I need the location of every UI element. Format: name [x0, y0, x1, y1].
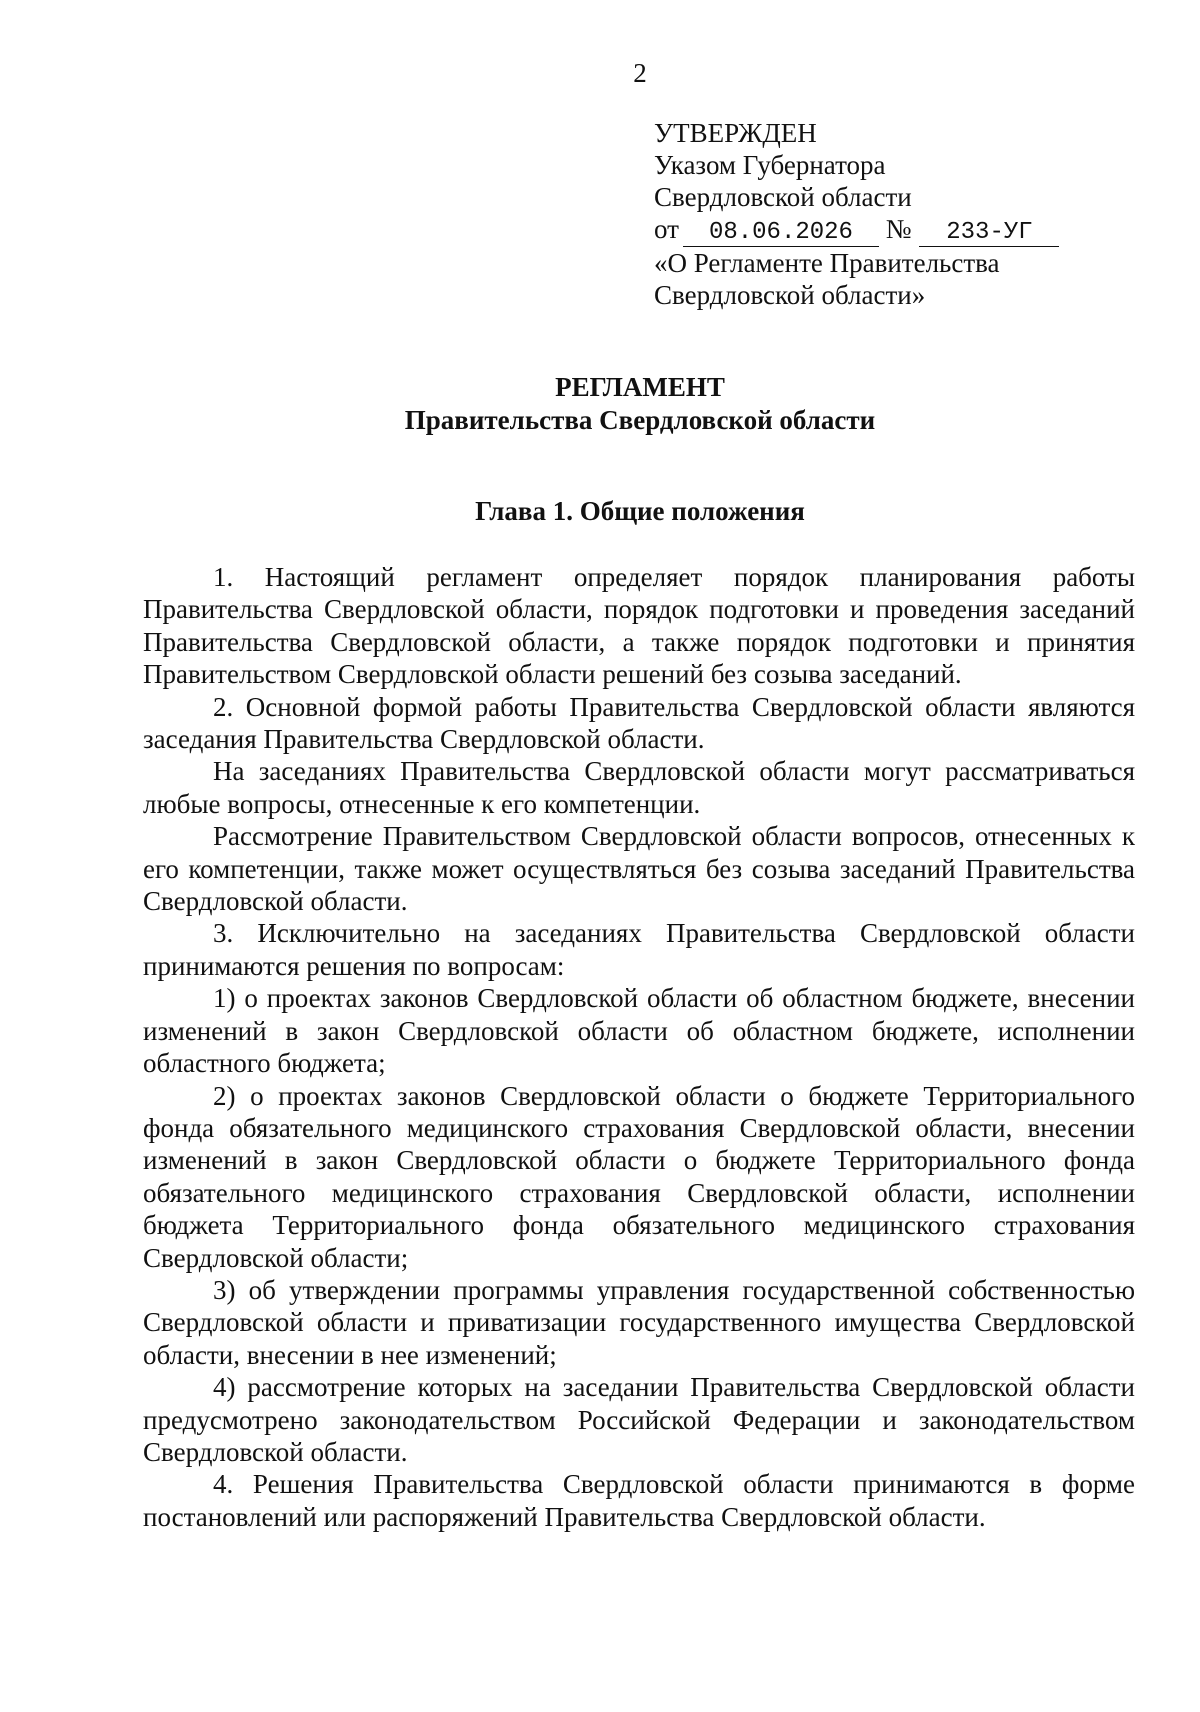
decree-number: 233-УГ — [919, 220, 1059, 247]
paragraph: 1. Настоящий регламент определяет порядок планирования работы Правительства Свердловской области, порядок подготовки и проведения заседаний Правительства Свердловской области, а также порядок подготовки и принятия Правительством Свердловской области решений без созыва заседаний. — [143, 562, 1135, 690]
chapter-heading: Глава 1. Общие положения — [475, 496, 805, 526]
decree-date: 08.06.2026 — [683, 220, 879, 247]
paragraph: 3. Исключительно на заседаниях Правительства Свердловской области принимаются решения по вопросам: — [143, 918, 1135, 981]
document-title-block — [0, 371, 1200, 437]
paragraph: 3) об утверждении программы управления государственной собственностью Свердловской области и приватизации государственного имущества Свердловской области, внесении в нее изменений; — [143, 1274, 1135, 1370]
approval-status: УТВЕРЖДЕН — [654, 118, 817, 148]
document-title: РЕГЛАМЕНТ — [555, 372, 725, 402]
paragraph: Рассмотрение Правительством Свердловской области вопросов, отнесенных к его компетенции, также может осуществляться без созыва заседаний Правительства Свердловской области. — [143, 821, 1135, 917]
approval-stamp — [654, 117, 1059, 311]
document-subtitle: Правительства Свердловской области — [404, 405, 876, 435]
paragraph: 2) о проектах законов Свердловской области о бюджете Территориального фонда обязательного медицинского страхования Свердловской области, внесении изменений в закон Свердловской области о бюджете Территориального фонда обязательного медицинского страхования Свердловской области, исполнении бюджета Территориального фонда обязательного медицинского страхования Свердловской области; — [143, 1080, 1135, 1273]
approval-authority: Указом Губернатора — [654, 150, 886, 180]
approval-date-line — [654, 213, 1059, 247]
page-number: 2 — [633, 58, 647, 88]
document-body — [143, 561, 1135, 1533]
decree-title-line1: «О Регламенте Правительства — [654, 248, 1000, 278]
paragraph: 1) о проектах законов Свердловской области об областном бюджете, внесении изменений в закон Свердловской области об областном бюджете, исполнении областного бюджета; — [143, 983, 1135, 1079]
paragraph: 4. Решения Правительства Свердловской области принимаются в форме постановлений или распоряжений Правительства Свердловской области. — [143, 1469, 1135, 1532]
number-sign: № — [885, 214, 912, 244]
decree-title-line2: Свердловской области» — [654, 280, 926, 310]
paragraph: 4) рассмотрение которых на заседании Правительства Свердловской области предусмотрено законодательством Российской Федерации и законодательством Свердловской области. — [143, 1372, 1135, 1467]
approval-region: Свердловской области — [654, 182, 912, 212]
date-prefix: от — [654, 214, 679, 244]
paragraph: На заседаниях Правительства Свердловской области могут рассматриваться любые вопросы, отнесенные к его компетенции. — [143, 756, 1135, 819]
paragraph: 2. Основной формой работы Правительства Свердловской области являются заседания Правительства Свердловской области. — [143, 691, 1135, 755]
